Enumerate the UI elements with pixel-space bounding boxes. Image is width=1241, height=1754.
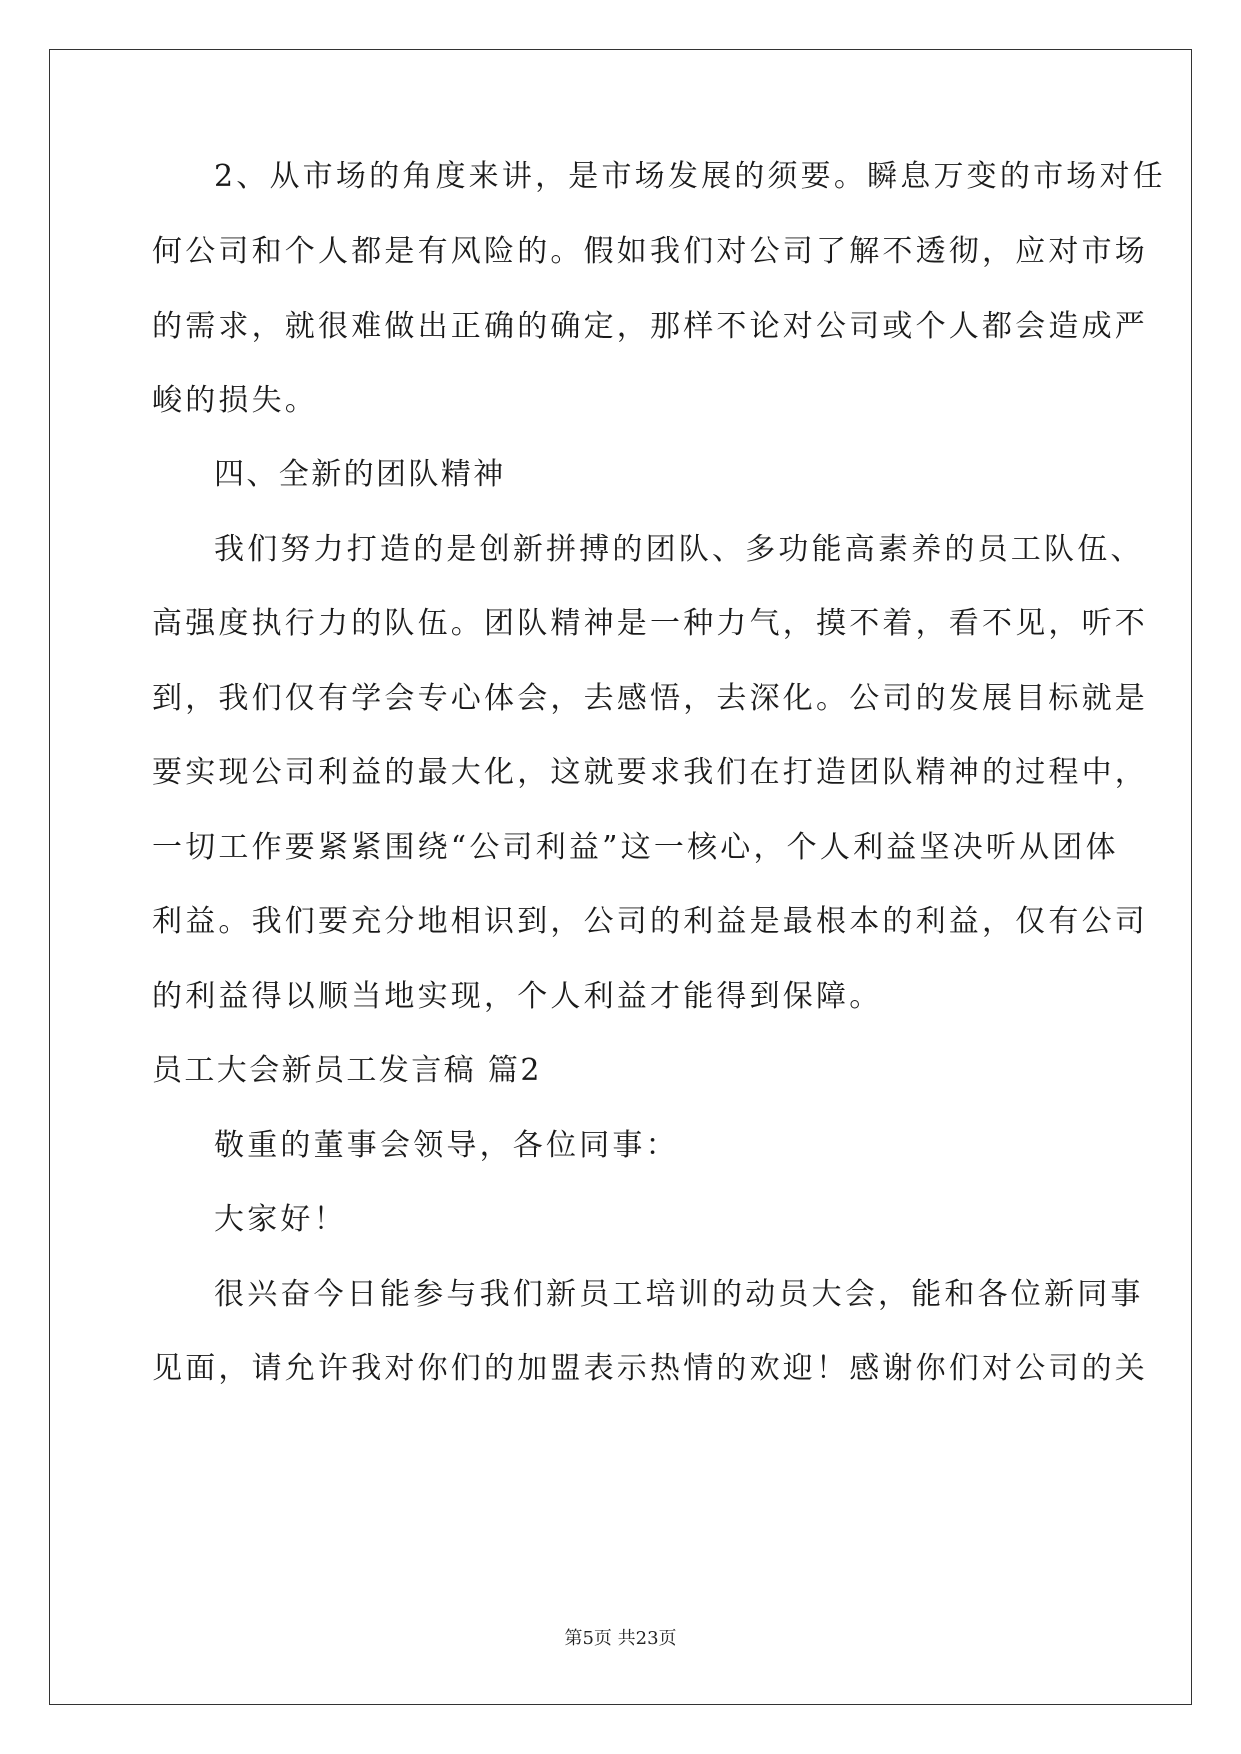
section-heading: 四、全新的团队精神: [214, 457, 506, 492]
text-line: 的利益得以顺当地实现，个人利益才能得到保障。: [152, 979, 883, 1014]
text-line: 高强度执行力的队伍。团队精神是一种力气，摸不着，看不见，听不: [152, 606, 1148, 641]
text-line: 到，我们仅有学会专心体会，去感悟，去深化。公司的发展目标就是: [152, 681, 1148, 716]
text-line: 要实现公司利益的最大化，这就要求我们在打造团队精神的过程中，: [152, 755, 1148, 790]
page-number: 第5页 共23页: [564, 1628, 677, 1649]
page-border: [49, 49, 1192, 1705]
text-line: 很兴奋今日能参与我们新员工培训的动员大会，能和各位新同事: [214, 1277, 1144, 1312]
text-line: 一切工作要紧紧围绕“公司利益”这一核心，个人利益坚决听从团体: [152, 830, 1119, 865]
text-line: 的需求，就很难做出正确的确定，那样不论对公司或个人都会造成严: [152, 309, 1148, 344]
article-title: 员工大会新员工发言稿 篇2: [152, 1053, 542, 1088]
text-line: 峻的损失。: [152, 383, 318, 418]
salutation: 敬重的董事会领导，各位同事：: [214, 1128, 679, 1163]
text-line: 见面，请允许我对你们的加盟表示热情的欢迎！感谢你们对公司的关: [152, 1351, 1148, 1386]
text-line: 2、从市场的角度来讲，是市场发展的须要。瞬息万变的市场对任: [214, 159, 1166, 194]
greeting: 大家好！: [214, 1202, 347, 1237]
text-line: 利益。我们要充分地相识到，公司的利益是最根本的利益，仅有公司: [152, 904, 1148, 939]
text-line: 何公司和个人都是有风险的。假如我们对公司了解不透彻，应对市场: [152, 234, 1148, 269]
text-line: 我们努力打造的是创新拼搏的团队、多功能高素养的员工队伍、: [214, 532, 1144, 567]
